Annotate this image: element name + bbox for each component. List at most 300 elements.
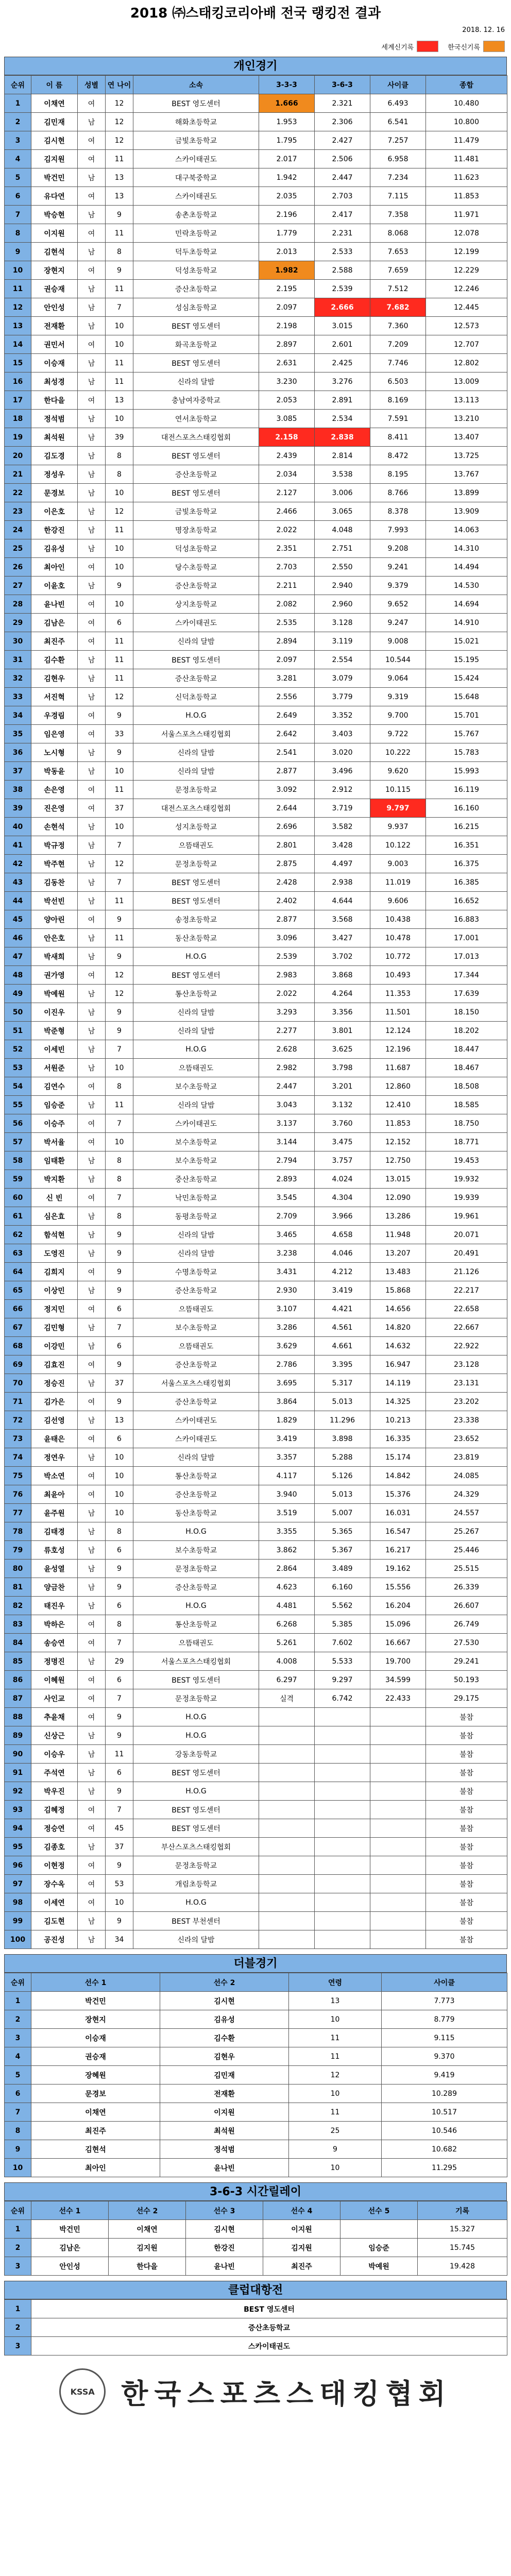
total-cell: 12.707 <box>426 335 507 354</box>
time-333-cell: 3.695 <box>259 1374 315 1393</box>
age-cell: 12 <box>106 113 133 131</box>
gender-cell: 남 <box>78 1726 106 1745</box>
team-cell: 보수초등학교 <box>133 1077 259 1096</box>
time-363-cell: 4.264 <box>315 985 370 1003</box>
gender-cell: 남 <box>78 317 106 335</box>
name-cell: 정석범 <box>31 410 78 428</box>
time-363-cell <box>315 1856 370 1875</box>
rank-cell: 86 <box>5 1671 31 1689</box>
age-cell: 34 <box>106 1930 133 1949</box>
name-cell: 윤태은 <box>31 1430 78 1448</box>
table-row <box>5 1541 507 1560</box>
time-333-cell: 2.709 <box>259 1207 315 1226</box>
total-cell: 23.128 <box>426 1355 507 1374</box>
time-363-cell: 11.296 <box>315 1411 370 1430</box>
gender-cell: 여 <box>78 910 106 929</box>
rank-cell: 40 <box>5 818 31 836</box>
rank-cell: 8 <box>5 224 31 243</box>
rank-cell: 5 <box>5 2066 31 2084</box>
total-cell: 18.467 <box>426 1059 507 1077</box>
relay-header-cell: 순위 <box>5 2201 31 2220</box>
cycle-cell: 7.746 <box>370 354 426 372</box>
team-cell: 동평초등학교 <box>133 1207 259 1226</box>
age-cell: 10 <box>106 539 133 558</box>
rank-cell: 76 <box>5 1485 31 1504</box>
cycle-cell: 12.124 <box>370 1022 426 1040</box>
table-row <box>5 1893 507 1912</box>
team-cell: 증산초등학교 <box>133 1281 259 1300</box>
rank-cell: 7 <box>5 206 31 224</box>
name-cell: 도영진 <box>31 1244 78 1263</box>
cycle-cell: 7.115 <box>370 187 426 206</box>
individual-table-body <box>5 94 507 1949</box>
rank-cell: 21 <box>5 465 31 484</box>
cycle-cell: 14.119 <box>370 1374 426 1393</box>
rank-cell: 81 <box>5 1578 31 1597</box>
name-cell: 김가은 <box>31 1393 78 1411</box>
gender-cell: 여 <box>78 781 106 799</box>
time-333-cell: 2.466 <box>259 502 315 521</box>
time-363-cell: 4.024 <box>315 1170 370 1189</box>
age-cell: 8 <box>106 1170 133 1189</box>
table-row <box>5 298 507 317</box>
time-333-cell: 3.281 <box>259 669 315 688</box>
table-row <box>5 1856 507 1875</box>
table-row <box>5 669 507 688</box>
cycle-cell: 7.653 <box>370 243 426 261</box>
time-333-cell: 1.795 <box>259 131 315 150</box>
team-cell: 증산초등학교 <box>133 577 259 595</box>
cycle-cell: 11.948 <box>370 1226 426 1244</box>
age-cell: 11 <box>106 521 133 539</box>
total-cell: 13.407 <box>426 428 507 447</box>
table-row <box>5 558 507 577</box>
table-row <box>5 1300 507 1318</box>
team-cell: 으뜸태권도 <box>133 1337 259 1355</box>
cycle-cell <box>370 1875 426 1893</box>
time-333-cell <box>259 1930 315 1949</box>
table-row <box>5 1930 507 1949</box>
name-cell: 이승주 <box>31 1114 78 1133</box>
team-cell: 낙민초등학교 <box>133 1189 259 1207</box>
rank-cell: 83 <box>5 1615 31 1634</box>
age-cell: 11 <box>106 892 133 910</box>
team-cell: 증산초등학교 <box>133 669 259 688</box>
age-cell: 9 <box>106 1281 133 1300</box>
player1-cell: 박건민 <box>31 1992 160 2010</box>
table-row <box>5 1263 507 1281</box>
total-cell: 20.491 <box>426 1244 507 1263</box>
total-cell: 16.652 <box>426 892 507 910</box>
time-363-cell: 2.534 <box>315 410 370 428</box>
table-row <box>5 2084 507 2103</box>
table-row <box>5 1430 507 1448</box>
cycle-cell: 7.591 <box>370 410 426 428</box>
time-363-cell: 2.506 <box>315 150 370 168</box>
age-cell: 10 <box>106 335 133 354</box>
time-333-cell: 2.649 <box>259 706 315 725</box>
total-cell: 13.767 <box>426 465 507 484</box>
total-cell: 23.202 <box>426 1393 507 1411</box>
cycle-cell: 14.820 <box>370 1318 426 1337</box>
player2-cell: 김민재 <box>160 2066 289 2084</box>
time-363-cell: 3.798 <box>315 1059 370 1077</box>
name-cell: 양금찬 <box>31 1578 78 1597</box>
age-cell: 37 <box>106 799 133 818</box>
rank-cell: 58 <box>5 1151 31 1170</box>
rank-cell: 9 <box>5 243 31 261</box>
age-cell: 10 <box>106 1059 133 1077</box>
rank-cell: 34 <box>5 706 31 725</box>
club-table <box>4 2299 507 2355</box>
age-cell: 9 <box>106 910 133 929</box>
total-cell: 24.557 <box>426 1504 507 1522</box>
player2-cell: 김수환 <box>160 2029 289 2047</box>
legend <box>4 36 507 57</box>
team-cell: 명장초등학교 <box>133 521 259 539</box>
rank-cell: 3 <box>5 131 31 150</box>
team-cell: 증산초등학교 <box>133 1578 259 1597</box>
total-cell: 50.193 <box>426 1671 507 1689</box>
age-cell: 13 <box>106 1411 133 1430</box>
time-333-cell: 2.535 <box>259 614 315 632</box>
total-cell: 15.767 <box>426 725 507 743</box>
rank-cell: 65 <box>5 1281 31 1300</box>
rank-cell: 4 <box>5 150 31 168</box>
table-row <box>5 1597 507 1615</box>
cycle-cell: 7.209 <box>370 335 426 354</box>
age-cell: 7 <box>106 1114 133 1133</box>
rank-cell: 90 <box>5 1745 31 1764</box>
total-cell: 14.494 <box>426 558 507 577</box>
gender-cell: 남 <box>78 762 106 781</box>
total-cell: 11.479 <box>426 131 507 150</box>
table-row <box>5 2010 507 2029</box>
table-row <box>5 1912 507 1930</box>
rank-cell: 23 <box>5 502 31 521</box>
gender-cell: 남 <box>78 1207 106 1226</box>
total-cell: 14.910 <box>426 614 507 632</box>
name-cell: 이현정 <box>31 1856 78 1875</box>
cycle-cell: 10.544 <box>370 651 426 669</box>
table-row <box>5 150 507 168</box>
time-363-cell: 3.119 <box>315 632 370 651</box>
cycle-cell: 9.937 <box>370 818 426 836</box>
name-cell: 김희지 <box>31 1263 78 1281</box>
rank-cell: 3 <box>5 2337 31 2355</box>
doubles-header-cell: 선수 2 <box>160 1973 289 1992</box>
rank-cell: 1 <box>5 2300 31 2318</box>
time-363-cell: 3.356 <box>315 1003 370 1022</box>
age-cell: 9 <box>106 1856 133 1875</box>
gender-cell: 남 <box>78 1930 106 1949</box>
rank-cell: 14 <box>5 335 31 354</box>
age-cell: 7 <box>106 836 133 855</box>
name-cell: 서원준 <box>31 1059 78 1077</box>
time-333-cell: 2.894 <box>259 632 315 651</box>
total-cell: 12.802 <box>426 354 507 372</box>
individual-header-row <box>5 76 507 94</box>
name-cell: 추윤채 <box>31 1708 78 1726</box>
name-cell: 노시형 <box>31 743 78 762</box>
table-row <box>5 614 507 632</box>
table-row <box>5 94 507 113</box>
name-cell: 박소연 <box>31 1467 78 1485</box>
rank-cell: 77 <box>5 1504 31 1522</box>
cycle-cell: 7.993 <box>370 521 426 539</box>
table-row <box>5 1578 507 1597</box>
age-cell: 11 <box>106 280 133 298</box>
gender-cell: 남 <box>78 1281 106 1300</box>
name-cell: 임은영 <box>31 725 78 743</box>
name-cell: 안인성 <box>31 298 78 317</box>
table-row <box>5 1745 507 1764</box>
time-333-cell: 2.642 <box>259 725 315 743</box>
individual-table <box>4 75 507 1949</box>
club-name-cell: BEST 영도센터 <box>31 2300 507 2318</box>
time-333-cell: 3.096 <box>259 929 315 947</box>
gender-cell: 남 <box>78 1337 106 1355</box>
rank-cell: 84 <box>5 1634 31 1652</box>
cycle-cell <box>370 1819 426 1838</box>
total-cell: 10.480 <box>426 94 507 113</box>
total-cell: 불참 <box>426 1856 507 1875</box>
rank-cell: 6 <box>5 187 31 206</box>
team-cell: BEST 영도센터 <box>133 873 259 892</box>
team-cell: BEST 영도센터 <box>133 966 259 985</box>
team-cell: 신라의 달밤 <box>133 1930 259 1949</box>
age-cell: 9 <box>106 577 133 595</box>
table-row <box>5 1003 507 1022</box>
team-cell: 증산초등학교 <box>133 1393 259 1411</box>
rank-cell: 92 <box>5 1782 31 1801</box>
time-363-cell: 2.231 <box>315 224 370 243</box>
total-cell: 11.481 <box>426 150 507 168</box>
time-363-cell: 3.760 <box>315 1114 370 1133</box>
age-cell: 33 <box>106 725 133 743</box>
time-333-cell: 2.541 <box>259 743 315 762</box>
age-cell: 12 <box>106 688 133 706</box>
team-cell: 으뜸태권도 <box>133 1300 259 1318</box>
age-cell: 10 <box>106 317 133 335</box>
legend-swatch-orange <box>483 41 505 52</box>
table-row <box>5 1374 507 1393</box>
rank-cell: 50 <box>5 1003 31 1022</box>
total-cell: 16.883 <box>426 910 507 929</box>
name-cell: 류호성 <box>31 1541 78 1560</box>
gender-cell: 남 <box>78 892 106 910</box>
cycle-cell: 16.547 <box>370 1522 426 1541</box>
total-cell: 13.899 <box>426 484 507 502</box>
name-cell: 안은호 <box>31 929 78 947</box>
team-cell: 화곡초등학교 <box>133 335 259 354</box>
time-333-cell: 2.696 <box>259 818 315 836</box>
gender-cell: 남 <box>78 947 106 966</box>
age-cell: 8 <box>106 1207 133 1226</box>
time-363-cell: 2.550 <box>315 558 370 577</box>
player1-cell: 장현지 <box>31 2010 160 2029</box>
rank-cell: 3 <box>5 2029 31 2047</box>
table-row <box>5 1992 507 2010</box>
time-363-cell: 3.898 <box>315 1430 370 1448</box>
gender-cell: 남 <box>78 428 106 447</box>
table-row <box>5 1726 507 1745</box>
gender-cell: 남 <box>78 818 106 836</box>
gender-cell: 여 <box>78 261 106 280</box>
table-row <box>5 577 507 595</box>
gender-cell: 남 <box>78 873 106 892</box>
team-cell: 민락초등학교 <box>133 224 259 243</box>
time-363-cell: 4.421 <box>315 1300 370 1318</box>
time-333-cell: 2.022 <box>259 985 315 1003</box>
rank-cell: 25 <box>5 539 31 558</box>
cycle-cell: 8.472 <box>370 447 426 465</box>
time-363-cell: 3.719 <box>315 799 370 818</box>
age-cell: 9 <box>106 1355 133 1374</box>
name-cell: 김종호 <box>31 1838 78 1856</box>
cycle-cell: 10.517 <box>382 2103 507 2122</box>
age-cell: 11 <box>106 1745 133 1764</box>
team-cell: H.O.G <box>133 1597 259 1615</box>
age-cell: 9 <box>106 1560 133 1578</box>
cycle-cell: 12.090 <box>370 1189 426 1207</box>
cycle-cell: 16.667 <box>370 1634 426 1652</box>
table-row <box>5 1504 507 1522</box>
time-363-cell: 2.751 <box>315 539 370 558</box>
name-cell: 김민재 <box>31 113 78 131</box>
team-cell: 신라의 달밤 <box>133 1096 259 1114</box>
relay-header-cell: 선수 4 <box>263 2201 340 2220</box>
time-363-cell: 4.661 <box>315 1337 370 1355</box>
name-cell: 최윤아 <box>31 1485 78 1504</box>
team-cell: 신라의 달밤 <box>133 372 259 391</box>
age-cell: 7 <box>106 873 133 892</box>
table-row <box>5 985 507 1003</box>
gender-cell: 남 <box>78 502 106 521</box>
team-cell: 보수초등학교 <box>133 1133 259 1151</box>
total-cell: 18.202 <box>426 1022 507 1040</box>
total-cell: 15.195 <box>426 651 507 669</box>
time-333-cell: 3.293 <box>259 1003 315 1022</box>
rank-cell: 38 <box>5 781 31 799</box>
cycle-cell: 12.196 <box>370 1040 426 1059</box>
team-cell: 통산초등학교 <box>133 985 259 1003</box>
rank-cell: 59 <box>5 1170 31 1189</box>
time-363-cell: 5.385 <box>315 1615 370 1634</box>
time-333-cell: 2.277 <box>259 1022 315 1040</box>
cycle-cell: 15.868 <box>370 1281 426 1300</box>
time-363-cell <box>315 1801 370 1819</box>
time-363-cell: 2.938 <box>315 873 370 892</box>
age-cell: 10 <box>106 1485 133 1504</box>
total-cell: 불참 <box>426 1930 507 1949</box>
player4-cell: 최진주 <box>263 2257 340 2276</box>
team-cell: 보수초등학교 <box>133 1318 259 1337</box>
rank-cell: 54 <box>5 1077 31 1096</box>
name-cell: 신 빈 <box>31 1189 78 1207</box>
cycle-cell <box>370 1745 426 1764</box>
cycle-cell <box>370 1764 426 1782</box>
individual-header-cell: 3-6-3 <box>315 76 370 94</box>
time-333-cell: 2.127 <box>259 484 315 502</box>
total-cell: 13.009 <box>426 372 507 391</box>
cycle-cell: 22.433 <box>370 1689 426 1708</box>
age-cell: 13 <box>289 1992 382 2010</box>
total-cell: 15.021 <box>426 632 507 651</box>
name-cell: 이채연 <box>31 94 78 113</box>
cycle-cell: 9.115 <box>382 2029 507 2047</box>
rank-cell: 49 <box>5 985 31 1003</box>
team-cell: 동산초등학교 <box>133 1504 259 1522</box>
age-cell: 11 <box>106 929 133 947</box>
table-row <box>5 2220 507 2239</box>
cycle-cell: 11.353 <box>370 985 426 1003</box>
gender-cell: 남 <box>78 539 106 558</box>
time-333-cell: 실격 <box>259 1689 315 1708</box>
time-363-cell: 4.212 <box>315 1263 370 1281</box>
rank-cell: 71 <box>5 1393 31 1411</box>
gender-cell: 남 <box>78 1003 106 1022</box>
cycle-cell: 10.478 <box>370 929 426 947</box>
player2-cell: 이지원 <box>160 2103 289 2122</box>
gender-cell: 남 <box>78 651 106 669</box>
age-cell: 11 <box>106 1096 133 1114</box>
name-cell: 주석연 <box>31 1764 78 1782</box>
rank-cell: 93 <box>5 1801 31 1819</box>
name-cell: 권민서 <box>31 335 78 354</box>
time-363-cell: 5.126 <box>315 1467 370 1485</box>
time-363-cell: 3.065 <box>315 502 370 521</box>
team-cell: 보수초등학교 <box>133 1541 259 1560</box>
age-cell: 12 <box>289 2066 382 2084</box>
gender-cell: 여 <box>78 725 106 743</box>
total-cell: 22.658 <box>426 1300 507 1318</box>
age-cell: 39 <box>106 428 133 447</box>
total-cell: 19.932 <box>426 1170 507 1189</box>
time-363-cell: 3.496 <box>315 762 370 781</box>
time-363-cell: 2.533 <box>315 243 370 261</box>
cycle-cell: 8.068 <box>370 224 426 243</box>
age-cell: 8 <box>106 1077 133 1096</box>
kssa-logo <box>59 2368 106 2415</box>
gender-cell: 남 <box>78 1912 106 1930</box>
rank-cell: 74 <box>5 1448 31 1467</box>
age-cell: 9 <box>106 706 133 725</box>
name-cell: 이승우 <box>31 1745 78 1764</box>
time-333-cell: 3.043 <box>259 1096 315 1114</box>
player1-cell: 김현석 <box>31 2140 160 2159</box>
table-row <box>5 2159 507 2177</box>
table-row <box>5 1652 507 1671</box>
time-363-cell: 9.297 <box>315 1671 370 1689</box>
cycle-cell <box>370 1912 426 1930</box>
team-cell: 신라의 달밤 <box>133 1226 259 1244</box>
age-cell: 9 <box>106 1022 133 1040</box>
gender-cell: 여 <box>78 1300 106 1318</box>
time-333-cell: 2.801 <box>259 836 315 855</box>
table-row <box>5 2318 507 2337</box>
time-363-cell: 2.838 <box>315 428 370 447</box>
rank-cell: 73 <box>5 1430 31 1448</box>
name-cell: 한다을 <box>31 391 78 410</box>
name-cell: 이세연 <box>31 1893 78 1912</box>
table-row <box>5 2337 507 2355</box>
table-row <box>5 1764 507 1782</box>
time-333-cell: 3.862 <box>259 1541 315 1560</box>
table-row <box>5 1467 507 1485</box>
cycle-cell <box>370 1893 426 1912</box>
time-363-cell: 3.625 <box>315 1040 370 1059</box>
